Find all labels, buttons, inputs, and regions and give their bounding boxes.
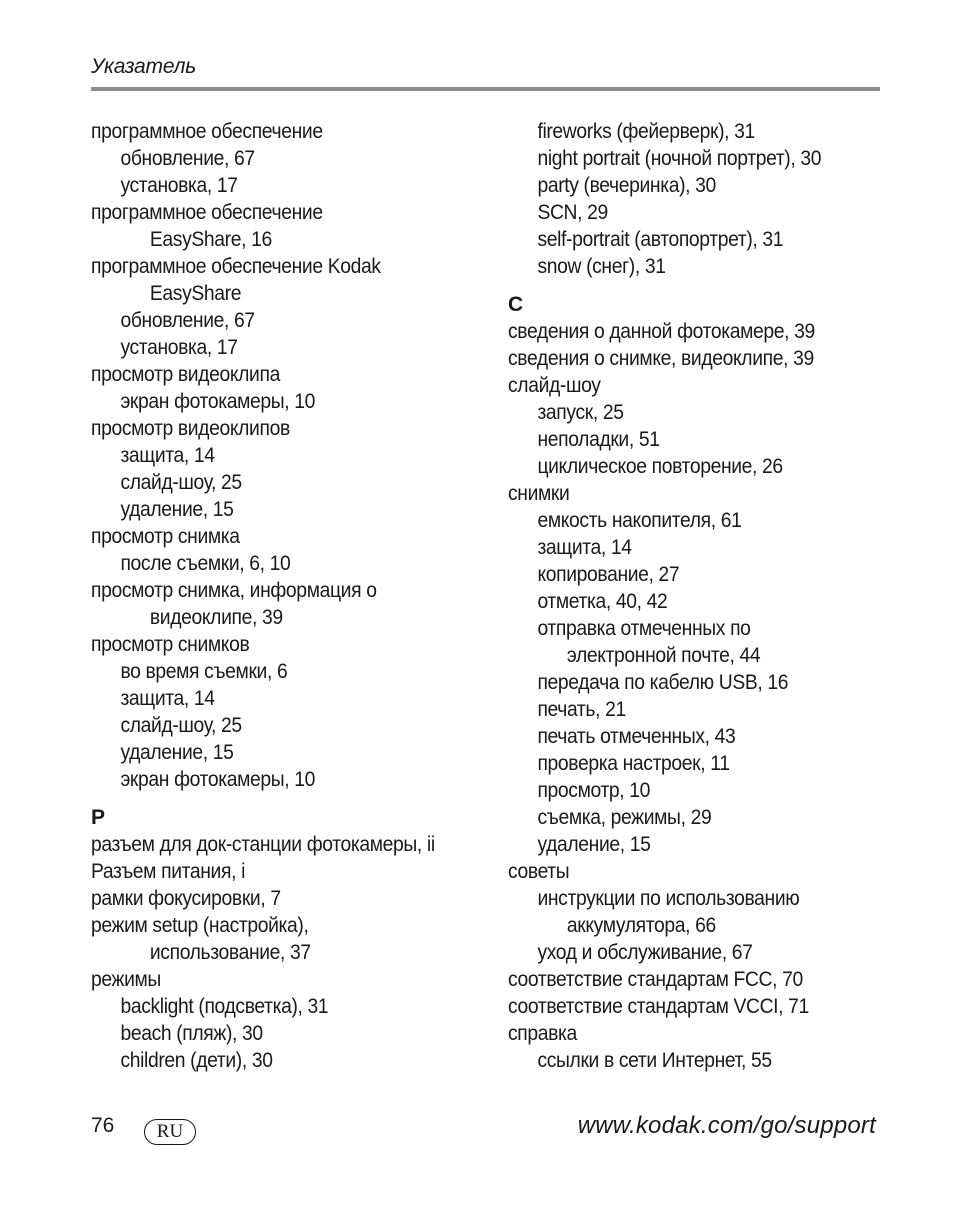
- index-subentry: night portrait (ночной портрет), 30: [537, 147, 822, 170]
- index-subentry: видеоклипе, 39: [149, 606, 283, 629]
- index-entry: режимы: [91, 968, 161, 991]
- index-subentry: отправка отмеченных по: [537, 617, 751, 640]
- index-subentry: запуск, 25: [537, 401, 624, 424]
- index-entry: разъем для док-станции фотокамеры, ii: [91, 833, 435, 856]
- index-subentry: просмотр, 10: [537, 779, 651, 802]
- index-entry: рамки фокусировки, 7: [91, 887, 281, 910]
- index-subentry: печать отмеченных, 43: [537, 725, 736, 748]
- index-subentry: beach (пляж), 30: [120, 1022, 263, 1045]
- index-subentry: установка, 17: [120, 336, 238, 359]
- index-subentry: печать, 21: [537, 698, 626, 721]
- index-subentry: self-portrait (автопортрет), 31: [537, 228, 784, 251]
- index-subentry: удаление, 15: [120, 741, 234, 764]
- index-subentry: слайд-шоу, 25: [120, 471, 242, 494]
- index-entry: режим setup (настройка),: [91, 914, 309, 937]
- index-entry: Разъем питания, i: [91, 860, 246, 883]
- index-subentry: EasyShare, 16: [149, 228, 272, 251]
- index-subentry: удаление, 15: [120, 498, 234, 521]
- index-entry: соответствие стандартам FCC, 70: [508, 968, 803, 991]
- index-subentry: электронной почте, 44: [566, 644, 761, 667]
- index-entry: просмотр снимка: [91, 525, 240, 548]
- index-entry: сведения о снимке, видеоклипе, 39: [508, 347, 814, 370]
- index-subentry: передача по кабелю USB, 16: [537, 671, 789, 694]
- index-subentry: экран фотокамеры, 10: [120, 768, 316, 791]
- index-entry: просмотр снимка, информация о: [91, 579, 377, 602]
- index-subentry: во время съемки, 6: [120, 660, 288, 683]
- index-subentry: отметка, 40, 42: [537, 590, 668, 613]
- index-entry: программное обеспечение: [91, 120, 323, 143]
- index-subentry: обновление, 67: [120, 147, 255, 170]
- index-subentry: уход и обслуживание, 67: [537, 941, 753, 964]
- index-subentry: аккумулятора, 66: [566, 914, 716, 937]
- index-entry: просмотр снимков: [91, 633, 250, 656]
- index-subentry: неполадки, 51: [537, 428, 660, 451]
- page-header-title: Указатель: [91, 55, 197, 78]
- header-divider: [91, 87, 880, 91]
- index-subentry: съемка, режимы, 29: [537, 806, 712, 829]
- index-subentry: после съемки, 6, 10: [120, 552, 291, 575]
- index-entry: программное обеспечение Kodak: [91, 255, 381, 278]
- index-subentry: party (вечеринка), 30: [537, 174, 716, 197]
- index-subentry: емкость накопителя, 61: [537, 509, 742, 532]
- index-subentry: копирование, 27: [537, 563, 680, 586]
- index-subentry: слайд-шоу, 25: [120, 714, 242, 737]
- index-subentry: экран фотокамеры, 10: [120, 390, 316, 413]
- language-badge: RU: [144, 1119, 196, 1145]
- index-entry: соответствие стандартам VCCI, 71: [508, 995, 809, 1018]
- index-entry: сведения о данной фотокамере, 39: [508, 320, 815, 343]
- index-entry: снимки: [508, 482, 570, 505]
- index-subentry: инструкции по использованию: [537, 887, 800, 910]
- index-subentry: ссылки в сети Интернет, 55: [537, 1049, 772, 1072]
- index-subentry: защита, 14: [120, 444, 215, 467]
- index-column-right: [508, 118, 908, 1074]
- index-subentry: backlight (подсветка), 31: [120, 995, 329, 1018]
- index-subentry: snow (снег), 31: [537, 255, 666, 278]
- index-subentry: защита, 14: [537, 536, 632, 559]
- index-entry: просмотр видеоклипа: [91, 363, 280, 386]
- index-subentry: SCN, 29: [537, 201, 608, 224]
- index-subentry: fireworks (фейерверк), 31: [537, 120, 755, 143]
- index-subentry: обновление, 67: [120, 309, 255, 332]
- index-subentry: использование, 37: [149, 941, 311, 964]
- index-section-letter: Р: [91, 806, 106, 829]
- index-subentry: проверка настроек, 11: [537, 752, 730, 775]
- index-subentry: защита, 14: [120, 687, 215, 710]
- index-subentry: установка, 17: [120, 174, 238, 197]
- index-entry: слайд-шоу: [508, 374, 601, 397]
- index-subentry: EasyShare: [149, 282, 242, 305]
- index-subentry: children (дети), 30: [120, 1049, 273, 1072]
- index-subentry: циклическое повторение, 26: [537, 455, 783, 478]
- index-subentry: удаление, 15: [537, 833, 651, 856]
- support-url: www.kodak.com/go/support: [577, 1112, 876, 1139]
- index-entry: просмотр видеоклипов: [91, 417, 290, 440]
- index-entry: справка: [508, 1022, 577, 1045]
- page-number: 76: [91, 1114, 115, 1137]
- index-column-left: [91, 118, 491, 1074]
- index-entry: программное обеспечение: [91, 201, 323, 224]
- index-entry: советы: [508, 860, 570, 883]
- index-section-letter: С: [508, 293, 524, 316]
